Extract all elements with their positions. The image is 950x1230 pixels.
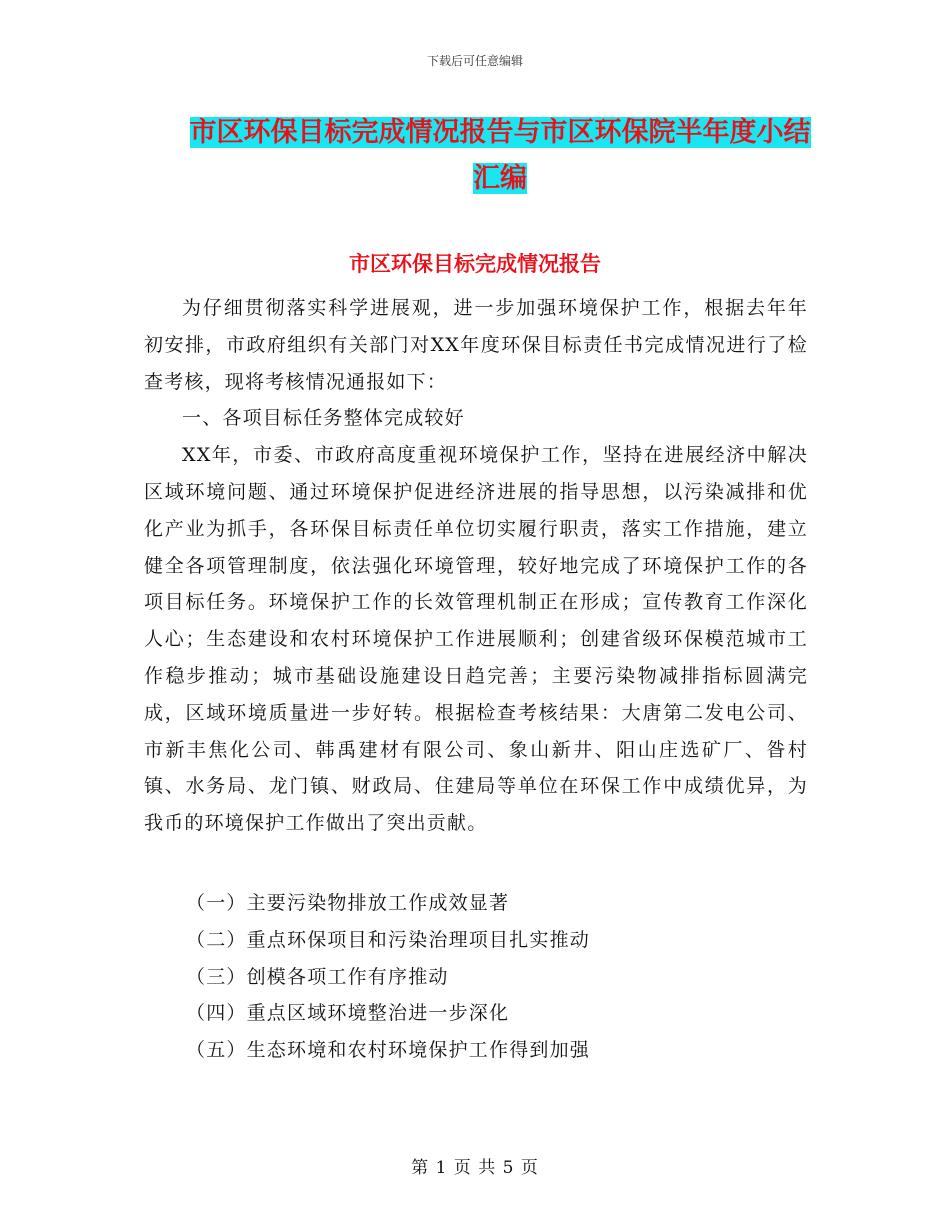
paragraph-heading-1: 一、各项目标任务整体完成较好 xyxy=(182,407,465,430)
list-item: （三）创模各项工作有序推动 xyxy=(186,965,449,988)
document-title-line-2: 汇编 xyxy=(473,163,527,194)
paragraph-intro: 为仔细贯彻落实科学进展观，进一步加强环境保护工作，根据去年年初安排，市政府组织有关部门对XX年度环保目标责任书完成情况进行了检查考核，现将考核情况通报如下： xyxy=(144,297,808,393)
list-item: （二）重点环保项目和污染治理项目扎实推动 xyxy=(186,928,591,951)
header-note: 下载后可任意编辑 xyxy=(426,54,523,68)
section-title: 市区环保目标完成情况报告 xyxy=(349,251,601,276)
document-title xyxy=(140,110,860,202)
body-text xyxy=(144,290,808,842)
document-title-line-1: 市区环保目标完成情况报告与市区环保院半年度小结 xyxy=(189,117,811,148)
sub-item-list xyxy=(186,885,826,1069)
paragraph-main: XX年，市委、市政府高度重视环境保护工作，坚持在进展经济中解决区域环境问题、通过环境保护促进经济进展的指导思想，以污染减排和优化产业为抓手，各环保目标责任单位切实履行职责，落实工作措施，建立健全各项管理制度，依法强化环境管理，较好地完成了环境保护工作的各项目标任务。环境保护工作的长效管理机制正在形成；宣传教育工作深化人心；生态建设和农村环境保护工作进展顺利；创建省级环保模范城市工作稳步推动；城市基础设施建设日趋完善；主要污染物减排指标圆满完成，区域环境质量进一步好转。根据检查考核结果：大唐第二发电公司、市新丰焦化公司、韩禹建材有限公司、象山新井、阳山庄选矿厂、昝村镇、水务局、龙门镇、财政局、住建局等单位在环保工作中成绩优异，为我币的环境保护工作做出了突出贡献。 xyxy=(144,444,808,835)
list-item: （四）重点区域环境整治进一步深化 xyxy=(186,1002,510,1025)
list-item: （一）主要污染物排放工作成效显著 xyxy=(186,892,510,914)
list-item: （五）生态环境和农村环境保护工作得到加强 xyxy=(186,1039,591,1062)
page-number-footer: 第 1 页 共 5 页 xyxy=(411,1158,539,1178)
